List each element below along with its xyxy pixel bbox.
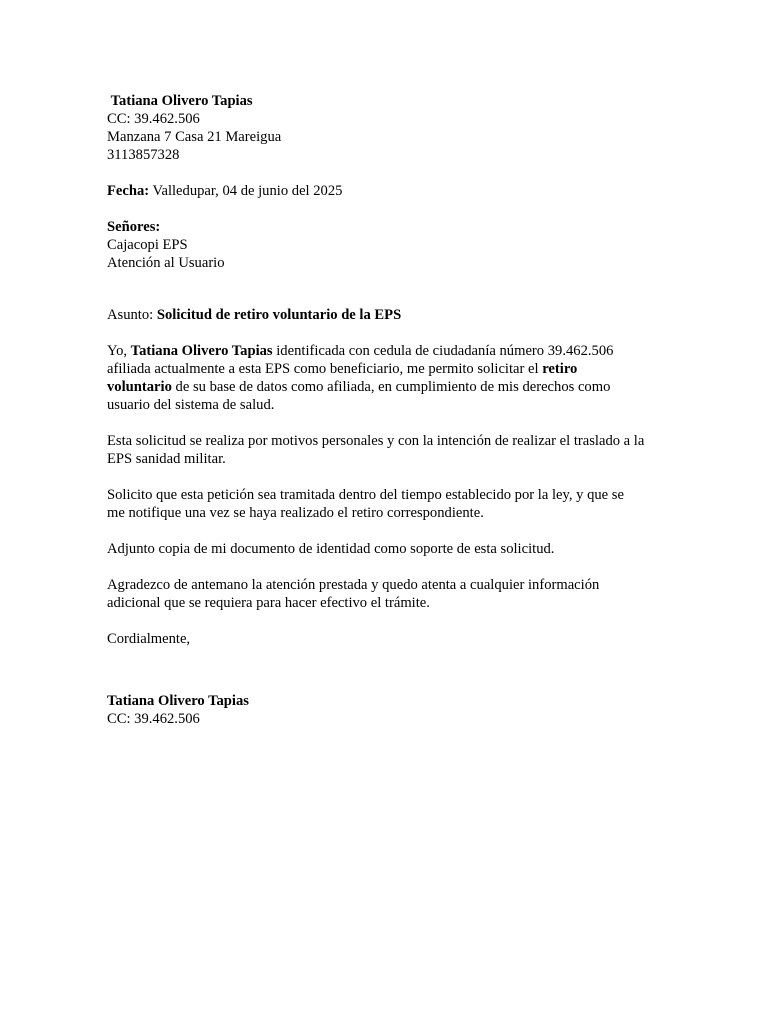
date-line <box>107 182 667 200</box>
subject-line <box>107 306 667 324</box>
recipient-company: Cajacopi EPS <box>107 237 188 253</box>
signature-block <box>107 692 667 728</box>
date-value: Valledupar, 04 de junio del 2025 <box>149 183 343 199</box>
sender-cc: CC: 39.462.506 <box>107 111 200 127</box>
recipient-department: Atención al Usuario <box>107 255 225 271</box>
sender-block <box>107 92 667 164</box>
date-label: Fecha: <box>107 183 150 199</box>
letter-page <box>107 92 667 728</box>
sender-phone: 3113857328 <box>107 147 180 163</box>
body-paragraph-4: Adjunto copia de mi documento de identidad como soporte de esta solicitud. <box>107 541 555 557</box>
body-paragraph-3: Solicito que esta petición sea tramitada dentro del tiempo establecido por la ley, y que se me notifique una vez se haya realizado el retiro correspondiente. <box>107 487 624 521</box>
subject-label: Asunto: <box>107 307 157 323</box>
body-paragraph-1: Yo, Tatiana Olivero Tapias identificada con cedula de ciudadanía número 39.462.506 afiliada actualmente a esta EPS como beneficiario, me permito solicitar el retiro voluntario de su base de datos como afiliada, en cumplimiento de mis derechos como usuario del sistema de salud. <box>107 343 614 413</box>
recipient-salutation: Señores: <box>107 219 161 235</box>
recipient-block <box>107 218 667 272</box>
body-name: Tatiana Olivero Tapias <box>130 343 273 359</box>
sender-name: Tatiana Olivero Tapias <box>110 93 253 109</box>
signature-cc: CC: 39.462.506 <box>107 711 200 727</box>
sender-address: Manzana 7 Casa 21 Mareigua <box>107 129 282 145</box>
body-paragraph-2: Esta solicitud se realiza por motivos personales y con la intención de realizar el traslado a la EPS sanidad militar. <box>107 433 645 467</box>
body-paragraph-5: Agradezco de antemano la atención prestada y quedo atenta a cualquier información adicional que se requiera para hacer efectivo el trámite. <box>107 577 600 611</box>
signature-name: Tatiana Olivero Tapias <box>107 693 249 709</box>
subject-value: Solicitud de retiro voluntario de la EPS <box>156 307 402 323</box>
closing: Cordialmente, <box>107 631 191 647</box>
